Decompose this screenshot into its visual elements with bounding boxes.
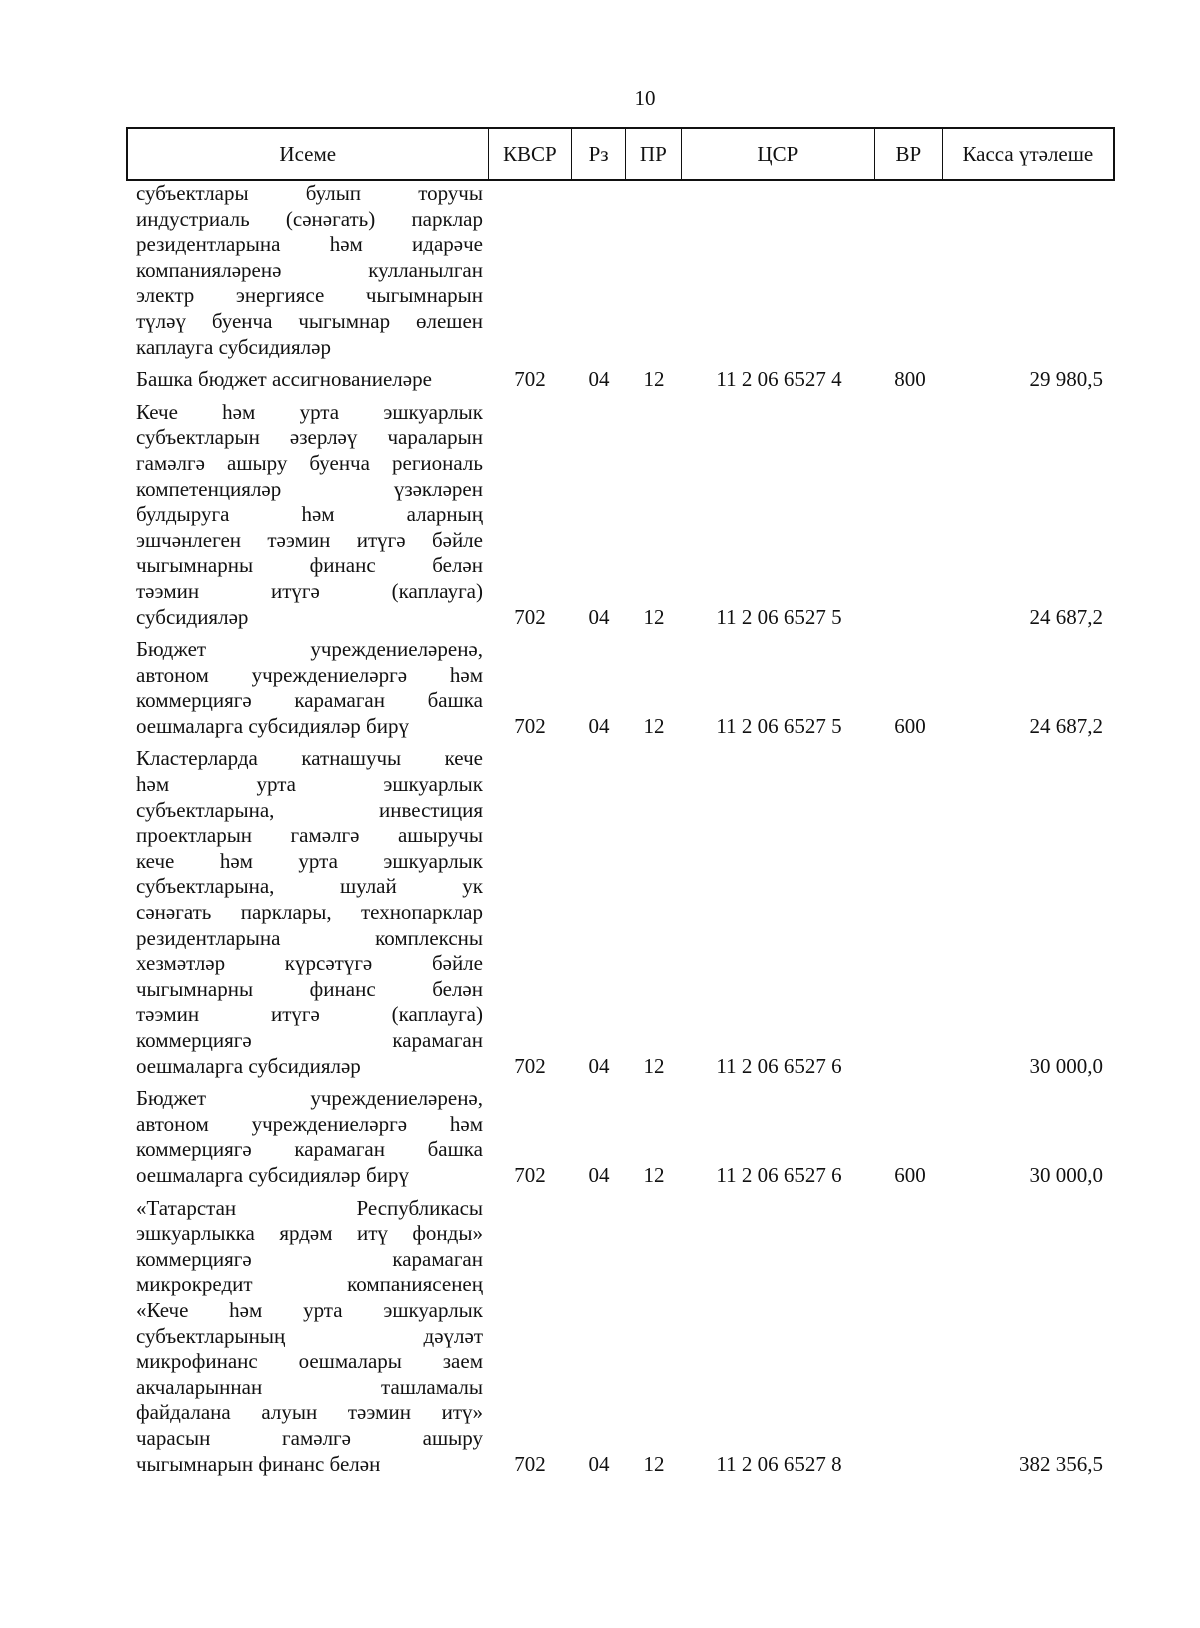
cell-pr: 12	[643, 1451, 665, 1476]
name-line: булдыруга һәм аларның	[136, 502, 483, 527]
header-name: Исеме	[128, 129, 489, 179]
header-vr: ВР	[875, 129, 943, 179]
name-line: Бюджет учреждениеләренә,	[136, 1086, 483, 1111]
name-line: Бюджет учреждениеләренә,	[136, 637, 483, 662]
cell-kassa: 24 687,2	[1029, 713, 1103, 738]
name-line: һәм урта эшкуарлык	[136, 772, 483, 797]
name-line: автоном учреждениеләргә һәм	[136, 1111, 483, 1136]
name-line: акчаларыннан ташламалы	[136, 1374, 483, 1399]
name-line: субъектларын әзерләү чараларын	[136, 425, 483, 450]
name-line: чарасын гамәлгә ашыру	[136, 1425, 483, 1450]
name-line: Кластерларда катнашучы кече	[136, 746, 483, 771]
cell-rz: 04	[588, 367, 610, 392]
name-line: субъектларына, шулай ук	[136, 874, 483, 899]
table-row	[126, 637, 1115, 739]
cell-csr: 11 2 06 6527 5	[716, 713, 842, 738]
name-line: субъектларына, инвестиция	[136, 797, 483, 822]
table-row	[126, 746, 1115, 1079]
cell-kassa: 29 980,5	[1029, 367, 1103, 392]
name-line: коммерциягә карамаган	[136, 1028, 483, 1052]
cell-kassa: 30 000,0	[1029, 1053, 1103, 1078]
table-body	[126, 181, 1115, 1484]
name-line: микрокредит компаниясенең	[136, 1272, 483, 1297]
name-line: резидентларына комплексны	[136, 925, 483, 950]
cell-pr: 12	[643, 1053, 665, 1078]
name-line: резидентларына һәм идарәче	[136, 232, 483, 257]
name-line: хезмәтләр күрсәтүгә бәйле	[136, 951, 483, 976]
cell-pr: 12	[643, 1162, 665, 1187]
cell-csr: 11 2 06 6527 5	[716, 604, 842, 629]
name-line: «Кече һәм урта эшкуарлык	[136, 1297, 483, 1322]
cell-pr: 12	[643, 367, 665, 392]
cell-rz: 04	[588, 1451, 610, 1476]
cell-kassa: 30 000,0	[1029, 1162, 1103, 1187]
cell-name	[126, 1196, 488, 1478]
name-line: субсидияләр	[136, 604, 249, 629]
name-line: түләү буенча чыгымнар өлешен	[136, 308, 483, 333]
cell-rz: 04	[588, 1053, 610, 1078]
name-line: каплауга субсидияләр	[136, 334, 331, 359]
name-line: коммерциягә карамаган	[136, 1246, 483, 1271]
cell-pr: 12	[643, 713, 665, 738]
cell-csr: 11 2 06 6527 8	[716, 1451, 842, 1476]
name-line: компанияләренә кулланылган	[136, 257, 483, 282]
cell-name	[126, 367, 488, 393]
table-row	[126, 400, 1115, 630]
name-line: файдалана алуын тәэмин итү»	[136, 1400, 483, 1425]
table-header	[126, 127, 1115, 181]
cell-rz: 04	[588, 713, 610, 738]
name-line: автоном учреждениеләргә һәм	[136, 662, 483, 687]
cell-csr: 11 2 06 6527 4	[716, 367, 842, 392]
cell-rz: 04	[588, 604, 610, 629]
cell-name	[126, 181, 488, 360]
name-line: гамәлгә ашыру буенча региональ	[136, 450, 483, 475]
name-line: коммерциягә карамаган башка	[136, 688, 483, 713]
name-line: проектларын гамәлгә ашыручы	[136, 823, 483, 848]
cell-vr: 600	[894, 713, 926, 738]
name-line: оешмаларга субсидияләр	[136, 1053, 361, 1078]
header-rz: Рз	[572, 129, 626, 179]
cell-kvsr: 702	[514, 1053, 546, 1078]
name-line: тәэмин итүгә (каплауга)	[136, 578, 483, 603]
cell-kassa: 24 687,2	[1029, 604, 1103, 629]
name-line: электр энергиясе чыгымнарын	[136, 283, 483, 308]
cell-name	[126, 637, 488, 739]
table-row	[126, 1196, 1115, 1478]
table-row	[126, 181, 1115, 360]
table-row	[126, 367, 1115, 393]
name-line: тәэмин итүгә (каплауга)	[136, 1002, 483, 1027]
name-line: субъектлары булып торучы	[136, 181, 483, 205]
cell-pr: 12	[643, 604, 665, 629]
cell-name	[126, 400, 488, 630]
header-pr: ПР	[626, 129, 682, 179]
cell-kvsr: 702	[514, 713, 546, 738]
name-line: кече һәм урта эшкуарлык	[136, 848, 483, 873]
name-line: субъектларының дәүләт	[136, 1323, 483, 1348]
name-line: коммерциягә карамаган башка	[136, 1137, 483, 1162]
header-csr: ЦСР	[682, 129, 875, 179]
name-line: индустриаль (сәнәгать) парклар	[136, 206, 483, 231]
page-number: 10	[634, 86, 656, 110]
name-line: Кече һәм урта эшкуарлык	[136, 399, 483, 424]
name-line: чыгымнарны финанс белән	[136, 976, 483, 1001]
cell-kvsr: 702	[514, 604, 546, 629]
table-row	[126, 1086, 1115, 1188]
cell-csr: 11 2 06 6527 6	[716, 1162, 842, 1187]
name-line: Башка бюджет ассигнованиеләре	[136, 367, 432, 392]
header-kassa: Касса үтәлеше	[962, 142, 1094, 166]
name-line: эшкуарлыкка ярдәм итү фонды»	[136, 1221, 483, 1246]
name-line: компетенцияләр үзәкләрен	[136, 476, 483, 501]
name-line: оешмаларга субсидияләр бирү	[136, 1162, 409, 1187]
header-kvsr: КВСР	[489, 129, 573, 179]
cell-vr: 600	[894, 1162, 926, 1187]
cell-name	[126, 1086, 488, 1188]
name-line: микрофинанс оешмалары заем	[136, 1349, 483, 1374]
cell-kvsr: 702	[514, 367, 546, 392]
name-line: оешмаларга субсидияләр бирү	[136, 713, 409, 738]
cell-name	[126, 746, 488, 1079]
cell-kvsr: 702	[514, 1451, 546, 1476]
name-line: сәнәгать парклары, технопарклар	[136, 900, 483, 925]
name-line: «Татарстан Республикасы	[136, 1195, 483, 1220]
cell-vr: 800	[894, 367, 926, 392]
cell-rz: 04	[588, 1162, 610, 1187]
name-line: эшчәнлеген тәэмин итүгә бәйле	[136, 527, 483, 552]
name-line: чыгымнарны финанс белән	[136, 553, 483, 578]
cell-kvsr: 702	[514, 1162, 546, 1187]
cell-csr: 11 2 06 6527 6	[716, 1053, 842, 1078]
cell-kassa: 382 356,5	[1019, 1451, 1103, 1476]
name-line: чыгымнарын финанс белән	[136, 1451, 381, 1476]
